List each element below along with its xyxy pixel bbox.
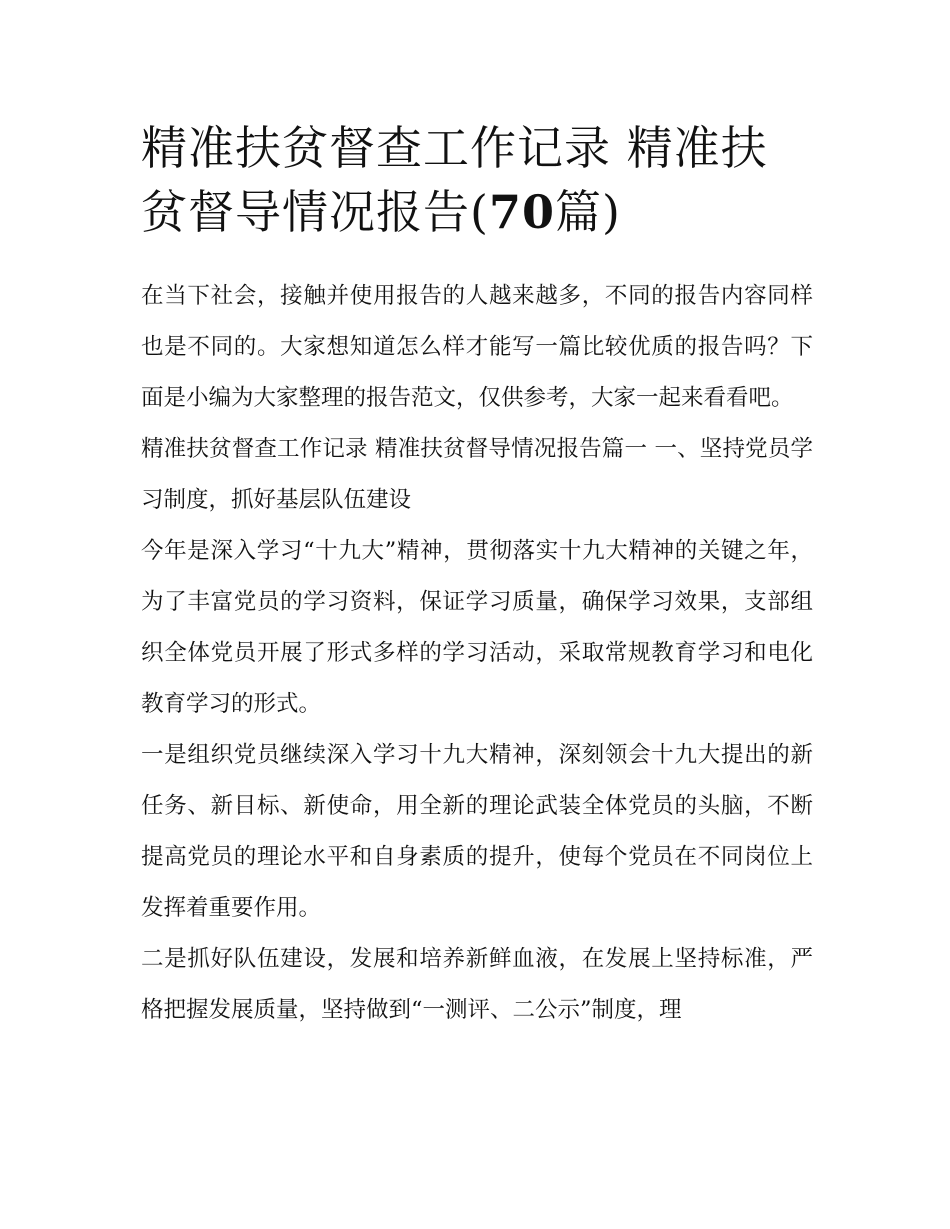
section-heading-paragraph: 精准扶贫督查工作记录 精准扶贫督导情况报告篇一 一、坚持党员学习制度，抓好基层队伍建设 [141,436,813,513]
document-title: 精准扶贫督查工作记录 精准扶贫督导情况报告(70篇) [141,121,768,239]
body-paragraph: 一是组织党员继续深入学习十九大精神，深刻领会十九大提出的新任务、新目标、新使命，用全新的理论武装全体党员的头脑，不断提高党员的理论水平和自身素质的提升，使每个党员在不同岗位上发挥着重要作用。 [141,742,813,921]
document-body [141,116,813,1036]
intro-paragraph: 在当下社会，接触并使用报告的人越来越多，不同的报告内容同样也是不同的。大家想知道怎么样才能写一篇比较优质的报告吗？下面是小编为大家整理的报告范文，仅供参考，大家一起来看看吧。 [141,283,813,411]
paragraph-list [141,271,813,1036]
body-paragraph: 二是抓好队伍建设，发展和培养新鲜血液，在发展上坚持标准，严格把握发展质量，坚持做到“一测评、二公示”制度，理 [141,946,813,1023]
body-paragraph: 今年是深入学习“十九大”精神，贯彻落实十九大精神的关键之年，为了丰富党员的学习资料，保证学习质量，确保学习效果，支部组织全体党员开展了形式多样的学习活动，采取常规教育学习和电化教育学习的形式。 [141,538,813,717]
title-count: 70 [488,185,555,239]
